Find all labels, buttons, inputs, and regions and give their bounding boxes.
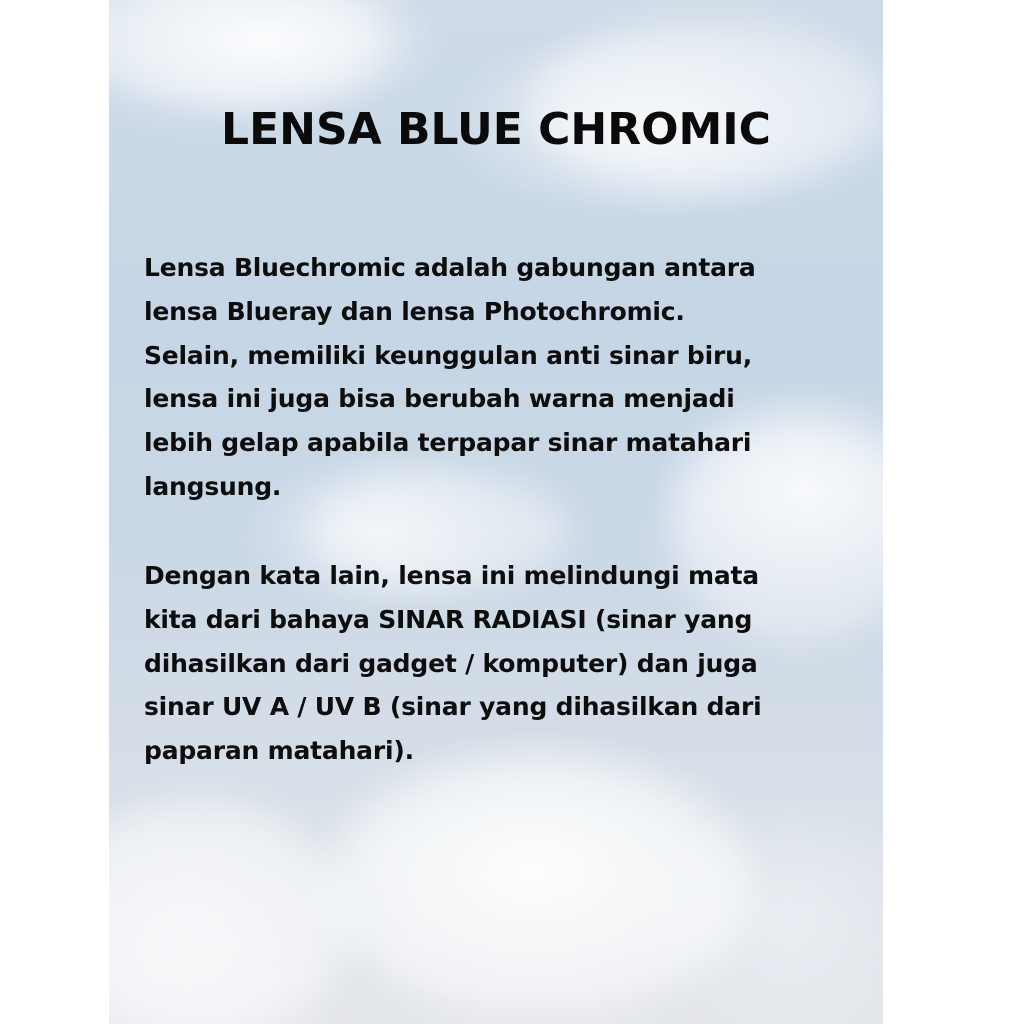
text-line: langsung. <box>144 471 282 501</box>
text-line: dihasilkan dari gadget / komputer) dan juga <box>144 648 758 678</box>
cloud-shape <box>329 760 749 1020</box>
text-line: Lensa Bluechromic adalah gabungan antara <box>144 253 756 282</box>
text-line: lebih gelap apabila terpapar sinar matahari <box>144 428 752 458</box>
text-line: Selain, memiliki keunggulan anti sinar biru, <box>144 340 752 370</box>
cloud-shape <box>109 800 349 1024</box>
text-line: sinar UV A / UV B (sinar yang dihasilkan dari <box>144 692 762 722</box>
text-line: paparan matahari). <box>144 736 414 766</box>
paragraph-protection <box>144 554 844 773</box>
page-title: LENSA BLUE CHROMIC <box>221 104 771 155</box>
text-line: lensa Blueray dan lensa Photochromic. <box>144 296 685 326</box>
text-line: Dengan kata lain, lensa ini melindungi mata <box>144 561 759 590</box>
text-line: kita dari bahaya SINAR RADIASI (sinar yang <box>144 604 753 634</box>
paragraph-intro <box>144 246 844 509</box>
text-line: lensa ini juga bisa berubah warna menjadi <box>144 384 735 414</box>
sky-background-card <box>109 0 883 1024</box>
cloud-shape <box>109 0 389 110</box>
